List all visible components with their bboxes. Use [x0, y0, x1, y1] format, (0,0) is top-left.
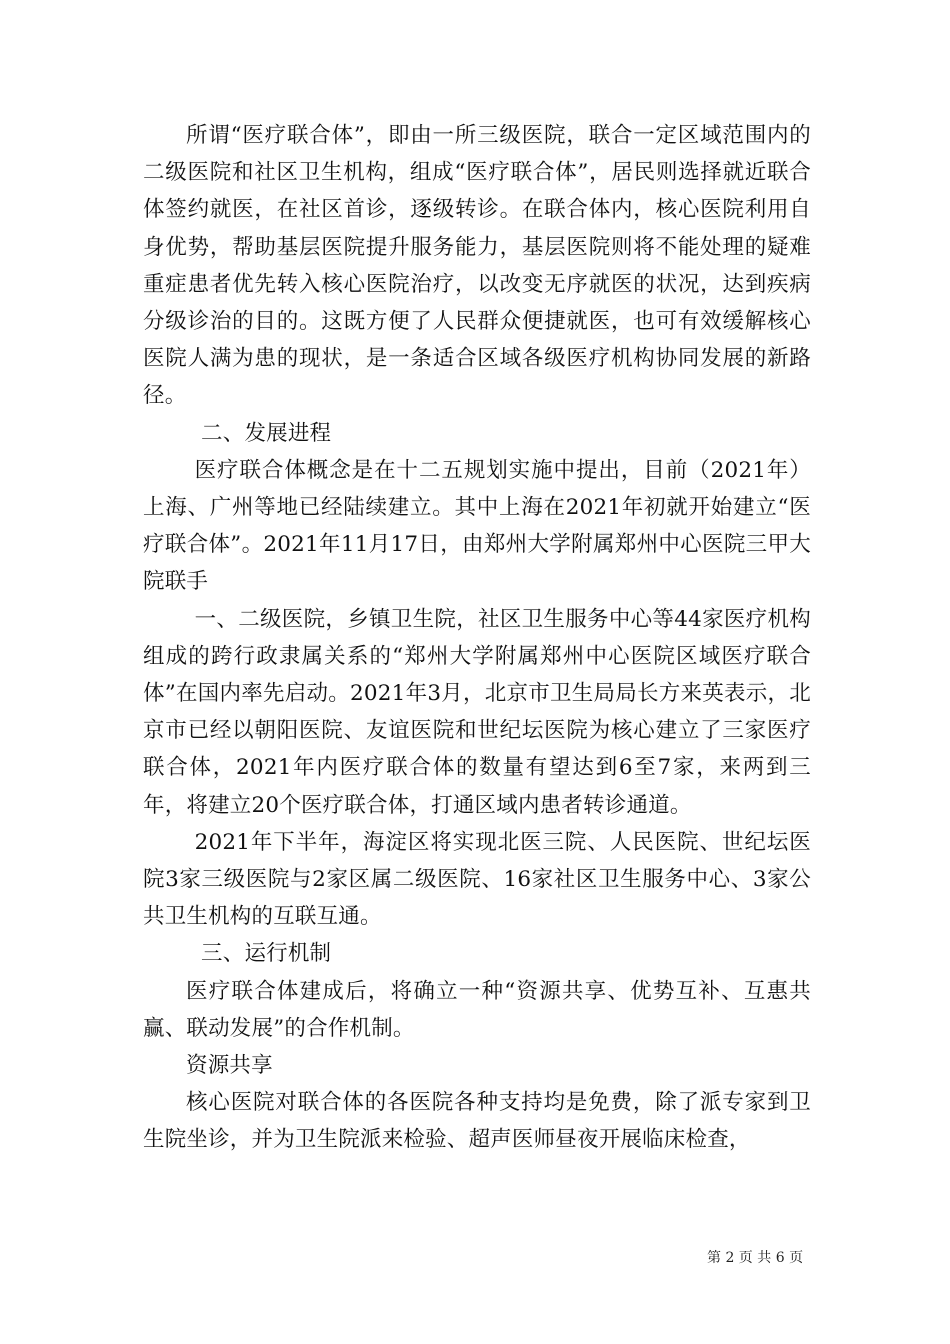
section-heading-development: 二、发展进程	[201, 420, 332, 446]
paragraph-mechanism: 医疗联合体建成后，将确立一种“资源共享、优势互补、互惠共赢、联动发展”的合作机制。	[143, 978, 811, 1041]
page-number-label: 第 2 页 共 6 页	[707, 1250, 804, 1266]
paragraph-haidian: 2021年下半年，海淀区将实现北医三院、人民医院、世纪坛医院3家三级医院与2家区属二级医院、16家社区卫生服务中心、3家公共卫生机构的互联互通。	[143, 829, 811, 930]
section-heading-mechanism: 三、运行机制	[201, 941, 332, 967]
page-number-footer	[707, 1249, 803, 1267]
paragraph-development-history: 医疗联合体概念是在十二五规划实施中提出，目前（2021年）上海、广州等地已经陆续建立。其中上海在2021年初就开始建立“医疗联合体”。2021年11月17日，由郑州大学附属郑州中心医院三甲大院联手	[143, 457, 811, 595]
document-body	[143, 117, 811, 1159]
paragraph-zhengzhou-beijing: 一、二级医院，乡镇卫生院，社区卫生服务中心等44家医疗机构组成的跨行政隶属关系的“郑州大学附属郑州中心医院区域医疗联合体”在国内率先启动。2021年3月，北京市卫生局局长方来英表示，北京市已经以朝阳医院、友谊医院和世纪坛医院为核心建立了三家医疗联合体，2021年内医疗联合体的数量有望达到6至7家，来两到三年，将建立20个医疗联合体，打通区域内患者转诊通道。	[143, 606, 811, 818]
subheading-resource-sharing: 资源共享	[186, 1053, 273, 1079]
paragraph-definition: 所谓“医疗联合体”，即由一所三级医院，联合一定区域范围内的二级医院和社区卫生机构，组成“医疗联合体”，居民则选择就近联合体签约就医，在社区首诊，逐级转诊。在联合体内，核心医院利用自身优势，帮助基层医院提升服务能力，基层医院则将不能处理的疑难重症患者优先转入核心医院治疗，以改变无序就医的状况，达到疾病分级诊治的目的。这既方便了人民群众便捷就医，也可有效缓解核心医院人满为患的现状，是一条适合区域各级医疗机构协同发展的新路径。	[143, 123, 811, 409]
paragraph-resource-sharing: 核心医院对联合体的各医院各种支持均是免费，除了派专家到卫生院坐诊，并为卫生院派来检验、超声医师昼夜开展临床检查，	[143, 1090, 811, 1153]
